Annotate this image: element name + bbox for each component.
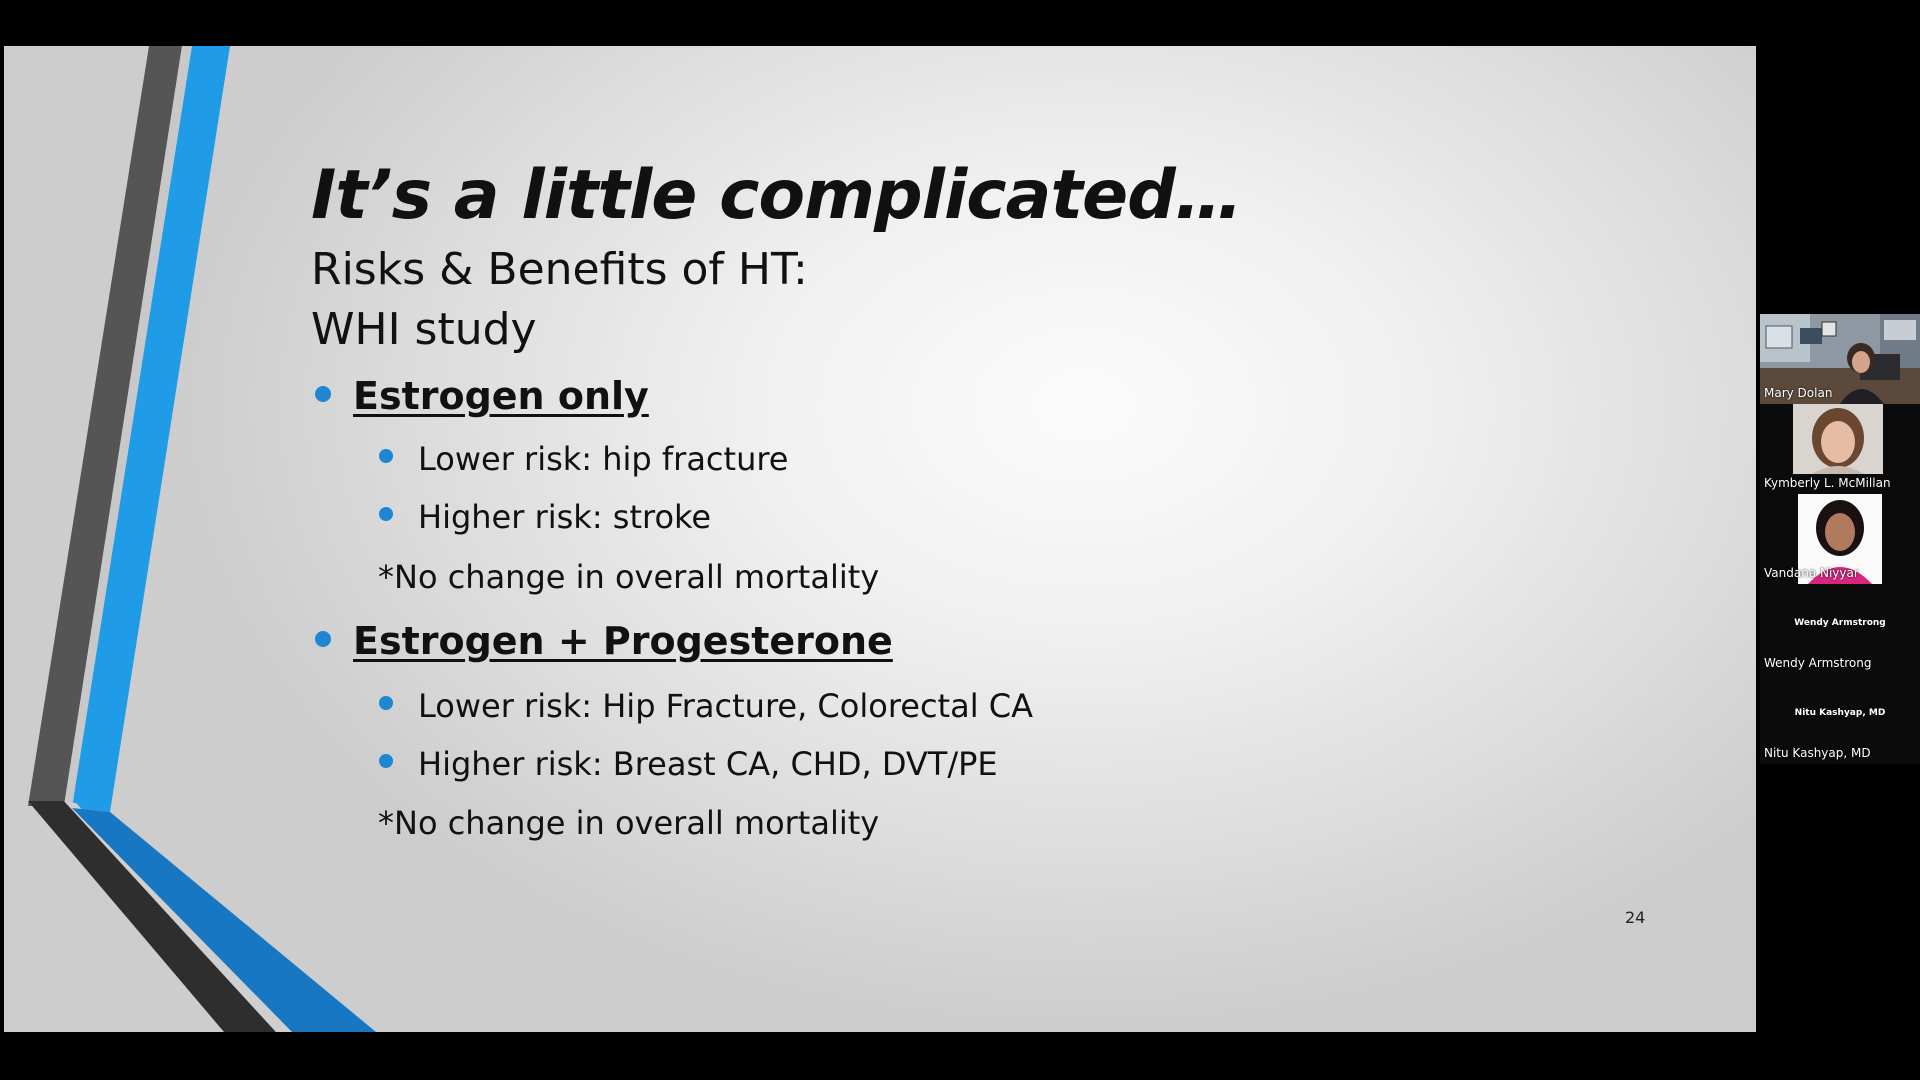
sub-bullet-dot bbox=[379, 449, 393, 463]
participant-tile-mary-dolan[interactable] bbox=[1760, 314, 1920, 404]
bullet-dot bbox=[315, 386, 331, 402]
participant-tile-nitu-kashyap[interactable] bbox=[1760, 674, 1920, 764]
participant-name: Kymberly L. McMillan bbox=[1764, 476, 1891, 490]
participant-placeholder-name: Nitu Kashyap, MD bbox=[1794, 708, 1886, 718]
section-heading-estrogen-progesterone: Estrogen + Progesterone bbox=[353, 619, 893, 663]
participant-tile-wendy-armstrong[interactable] bbox=[1760, 584, 1920, 674]
participant-name: Vandana Niyyar bbox=[1764, 566, 1859, 580]
slide-title: It’s a little complicated… bbox=[311, 156, 1242, 235]
participant-placeholder-name: Wendy Armstrong bbox=[1794, 618, 1886, 628]
section2-note: *No change in overall mortality bbox=[378, 804, 880, 842]
slide-subtitle-line2: WHI study bbox=[311, 304, 537, 355]
sub-bullet-dot bbox=[379, 507, 393, 521]
participant-name: Wendy Armstrong bbox=[1764, 656, 1872, 670]
participant-name: Mary Dolan bbox=[1764, 386, 1833, 400]
slide-subtitle-line1: Risks & Benefits of HT: bbox=[311, 244, 808, 295]
presentation-slide bbox=[4, 46, 1756, 1032]
section1-item-2: Higher risk: stroke bbox=[418, 498, 712, 536]
section2-item-1: Lower risk: Hip Fracture, Colorectal CA bbox=[418, 687, 1033, 725]
section1-note: *No change in overall mortality bbox=[378, 558, 880, 596]
participants-panel bbox=[1760, 314, 1920, 764]
participant-tile-vandana-niyyar[interactable] bbox=[1760, 494, 1920, 584]
section2-item-2: Higher risk: Breast CA, CHD, DVT/PE bbox=[418, 745, 998, 783]
participant-name: Nitu Kashyap, MD bbox=[1764, 746, 1871, 760]
bullet-dot bbox=[315, 631, 331, 647]
section-heading-estrogen-only: Estrogen only bbox=[353, 374, 649, 418]
section1-item-1: Lower risk: hip fracture bbox=[418, 440, 789, 478]
slide-number: 24 bbox=[1625, 908, 1646, 927]
sub-bullet-dot bbox=[379, 754, 393, 768]
sub-bullet-dot bbox=[379, 696, 393, 710]
participant-tile-kymberly-mcmillan[interactable] bbox=[1760, 404, 1920, 494]
